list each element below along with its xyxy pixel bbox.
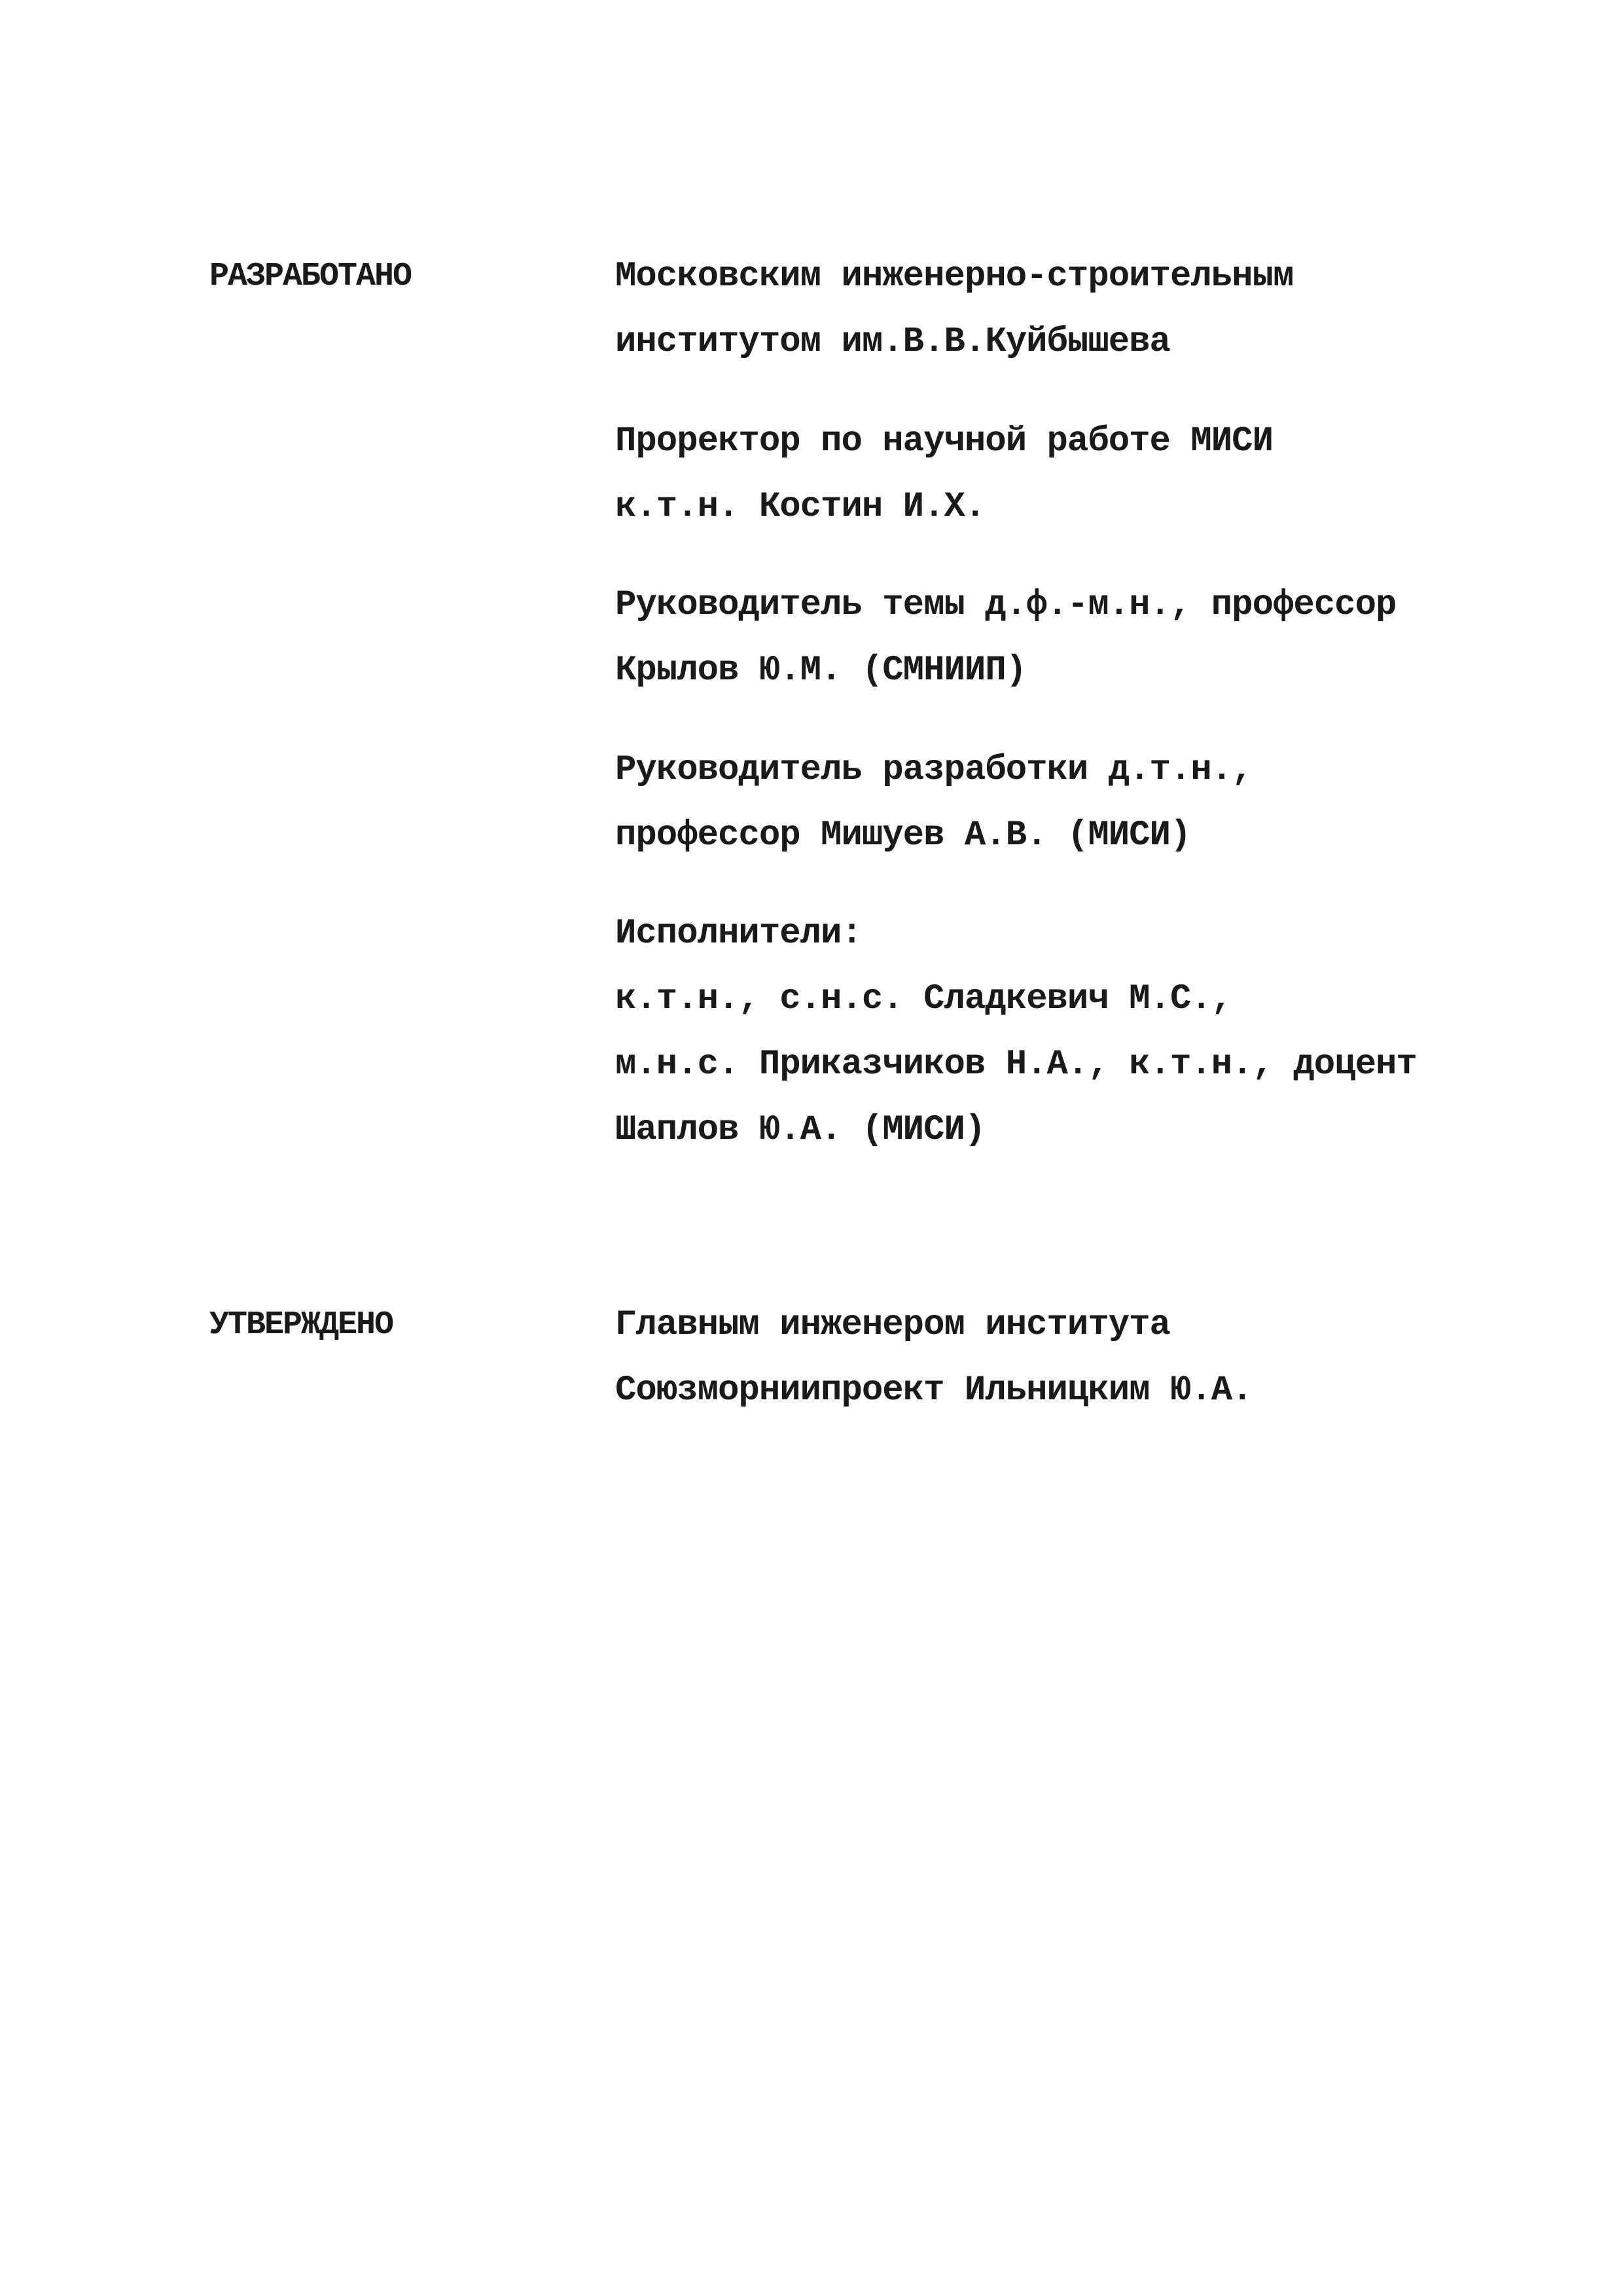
developed-line-executor-3: Шаплов Ю.А. (МИСИ) [615,1110,986,1150]
developed-line-theme-head: Руководитель темы д.ф.-м.н., профессор [615,585,1397,625]
approved-line-chief-engineer: Главным инженером института [615,1305,1170,1345]
developed-line-dev-head: Руководитель разработки д.т.н., [615,750,1253,790]
developed-line-executors-heading: Исполнители: [615,914,862,954]
approved-label: УТВЕРЖДЕНО [209,1306,393,1344]
developed-line-institute: Московским инженерно-строительным [615,257,1294,296]
developed-line-executor-1: к.т.н., с.н.с. Сладкевич М.С., [615,979,1232,1019]
developed-line-institute-name: институтом им.В.В.Куйбышева [615,322,1170,362]
developed-label: РАЗРАБОТАНО [209,258,412,295]
developed-line-prorector-name: к.т.н. Костин И.Х. [615,487,986,527]
developed-line-dev-head-name: профессор Мишуев А.В. (МИСИ) [615,816,1191,855]
developed-line-theme-head-name: Крылов Ю.М. (СМНИИП) [615,651,1027,691]
approved-line-chief-engineer-name: Союзморниипроект Ильницким Ю.А. [615,1371,1253,1410]
developed-line-executor-2: м.н.с. Приказчиков Н.А., к.т.н., доцент [615,1045,1417,1085]
developed-line-prorector: Проректор по научной работе МИСИ [615,422,1273,461]
